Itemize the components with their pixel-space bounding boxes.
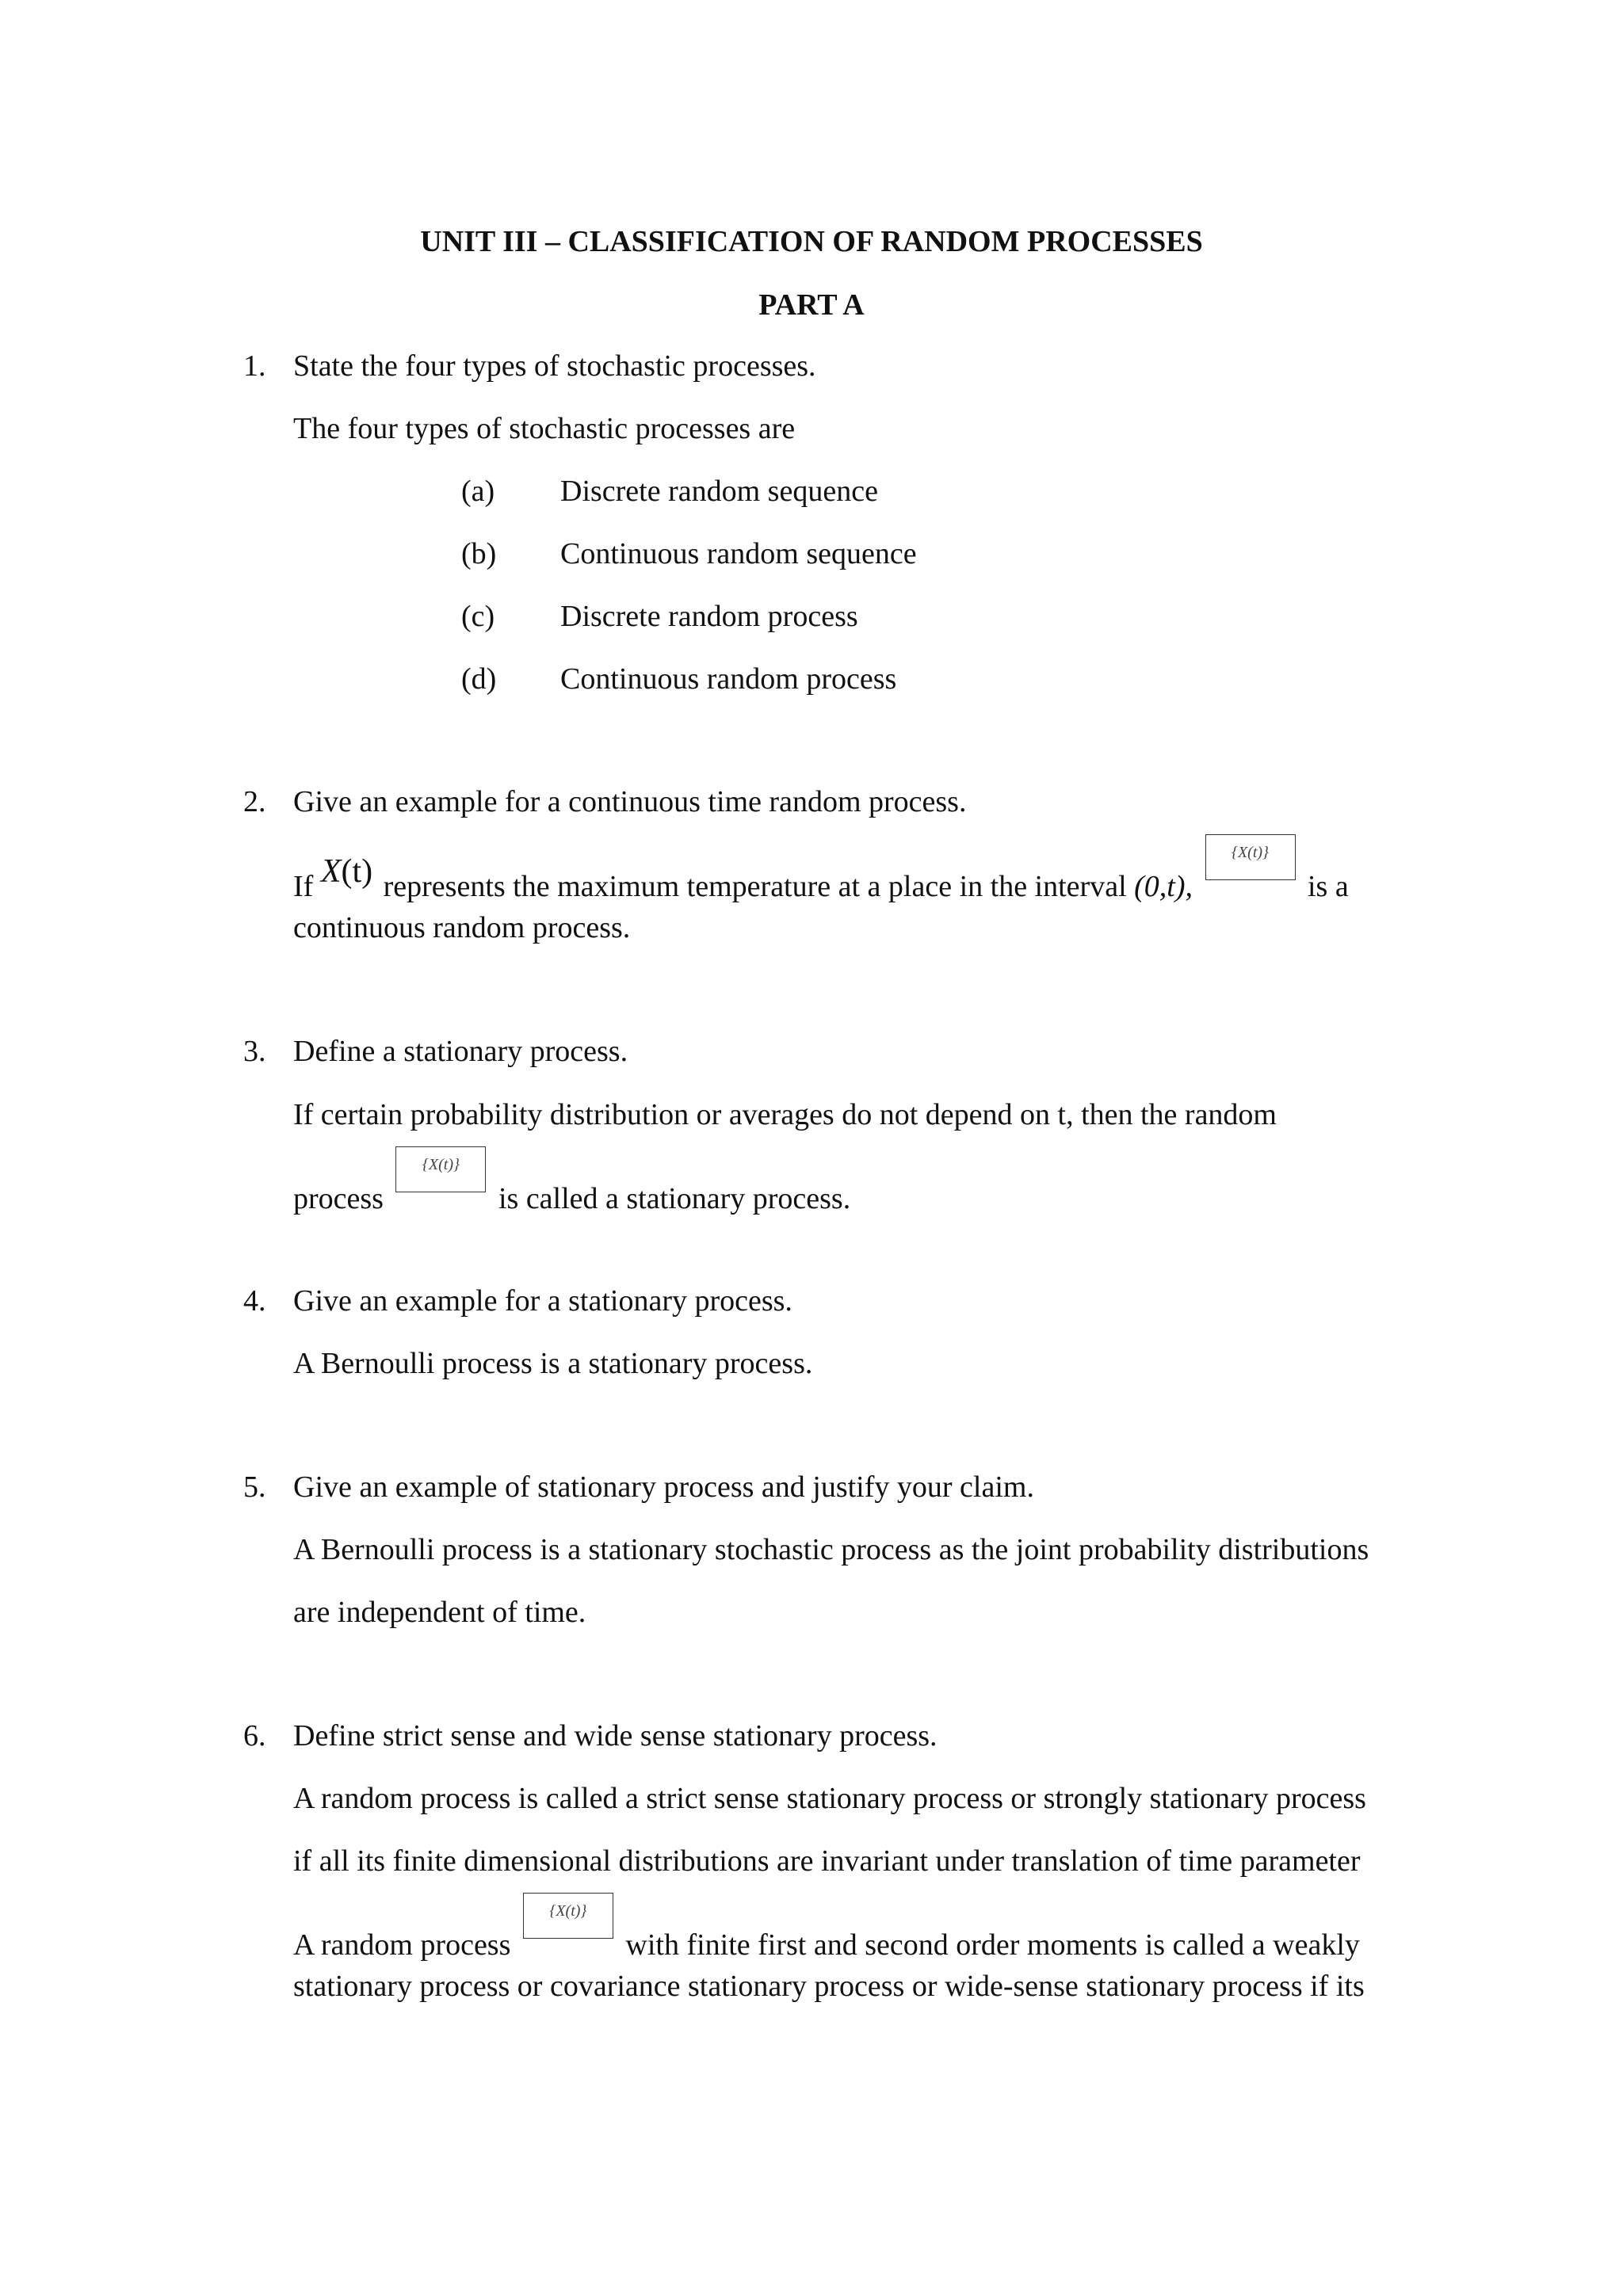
q6-line2: if all its finite dimensional distributions are invariant under translation of time parameter	[293, 1844, 1361, 1878]
q5-question: Give an example of stationary process and justify your claim.	[293, 1470, 1034, 1504]
q3-number: 3.	[243, 1035, 266, 1068]
q1-item-text: Discrete random sequence	[560, 475, 878, 508]
xt-symbol: X(t)	[320, 853, 373, 890]
q4-number: 4.	[243, 1284, 266, 1318]
q3-line2	[293, 1156, 851, 1215]
q6-line1: A random process is called a strict sense stationary process or strongly stationary process	[293, 1782, 1366, 1815]
q1-item-label: (b)	[461, 537, 497, 570]
q2-if: If	[293, 870, 314, 903]
q5-line2: are independent of time.	[293, 1596, 586, 1629]
q5-number: 5.	[243, 1470, 266, 1504]
xt-equation-box: {X(t)}	[1205, 834, 1296, 880]
q1-item-label: (d)	[461, 662, 497, 696]
q4-answer: A Bernoulli process is a stationary process.	[293, 1347, 813, 1380]
q1-item-text: Discrete random process	[560, 600, 858, 633]
q6-line3-start: A random process	[293, 1928, 511, 1962]
q2-question: Give an example for a continuous time random process.	[293, 785, 967, 818]
q6-line3	[293, 1902, 1360, 1962]
xt-equation-box: {X(t)}	[523, 1893, 613, 1939]
q1-question: State the four types of stochastic processes.	[293, 349, 816, 383]
q1-item-label: (c)	[461, 600, 495, 633]
q3-rest: is called a stationary process.	[498, 1182, 851, 1215]
q6-number: 6.	[243, 1719, 266, 1753]
q2-line2: continuous random process.	[293, 911, 631, 944]
q3-line1: If certain probability distribution or averages do not depend on t, then the random	[293, 1098, 1277, 1131]
q2-interval: (0,t),	[1134, 870, 1193, 903]
q6-question: Define strict sense and wide sense stationary process.	[293, 1719, 938, 1753]
xt-equation-box: {X(t)}	[395, 1146, 486, 1192]
q4-question: Give an example for a stationary process.	[293, 1284, 792, 1318]
unit-title: UNIT III – CLASSIFICATION OF RANDOM PROCESSES	[420, 225, 1203, 258]
q2-middle: represents the maximum temperature at a place in the interval	[383, 870, 1127, 903]
q3-question: Define a stationary process.	[293, 1035, 628, 1068]
q2-is-a: is a	[1308, 870, 1349, 903]
q2-number: 2.	[243, 785, 266, 818]
q5-line1: A Bernoulli process is a stationary stochastic process as the joint probability distributions	[293, 1533, 1369, 1566]
q1-item-text: Continuous random process	[560, 662, 897, 696]
q1-item-label: (a)	[461, 475, 495, 508]
q3-process: process	[293, 1182, 384, 1215]
q2-line1	[293, 844, 1349, 903]
q1-item-text: Continuous random sequence	[560, 537, 917, 570]
q1-answer-intro: The four types of stochastic processes are	[293, 412, 796, 445]
q6-line4: stationary process or covariance stationary process or wide-sense stationary process if its	[293, 1970, 1365, 2003]
q1-number: 1.	[243, 349, 266, 383]
q6-line3-end: with finite first and second order moments is called a weakly	[625, 1928, 1360, 1962]
part-heading: PART A	[758, 288, 865, 322]
